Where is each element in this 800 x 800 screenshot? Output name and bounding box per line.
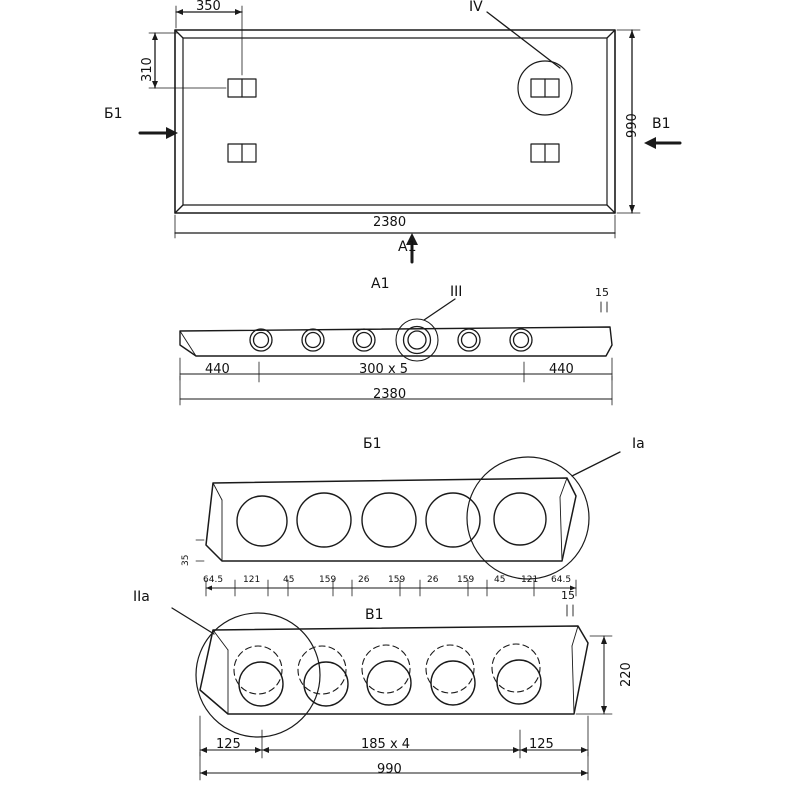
section-a1-dim-total-2380: 2380 bbox=[373, 387, 407, 402]
section-v1-dim-center: 185 х 4 bbox=[361, 737, 411, 752]
section-a1-edge-dim-15: 15 bbox=[595, 286, 609, 299]
detail-callout-iii: III bbox=[450, 284, 463, 300]
section-v1-title: В1 bbox=[365, 607, 384, 623]
section-v1-geometry bbox=[172, 605, 612, 780]
section-marker-b1-left: Б1 bbox=[104, 106, 123, 122]
chain-dim-2: 45 bbox=[283, 575, 295, 585]
section-marker-v1-right: В1 bbox=[652, 116, 671, 132]
chain-dim-5: 159 bbox=[388, 575, 406, 585]
chain-dim-9: 121 bbox=[521, 575, 539, 585]
detail-callout-iv: IV bbox=[469, 0, 483, 15]
chain-dim-8: 45 bbox=[494, 575, 506, 585]
plan-view-geometry bbox=[140, 6, 680, 262]
chain-dim-10: 64.5 bbox=[551, 575, 572, 585]
plan-dim-310: 310 bbox=[140, 57, 155, 82]
chain-dim-0: 64.5 bbox=[203, 575, 224, 585]
plan-dim-990: 990 bbox=[625, 113, 640, 138]
section-b1-thickness-35: 35 bbox=[181, 554, 191, 566]
plan-dim-2380: 2380 bbox=[373, 215, 407, 230]
chain-dim-4: 26 bbox=[358, 575, 370, 585]
detail-callout-ia: Iа bbox=[632, 436, 645, 452]
section-a1-dim-right-440: 440 bbox=[549, 362, 574, 377]
section-a1-title: А1 bbox=[371, 276, 390, 292]
detail-callout-iia: IIа bbox=[133, 589, 150, 605]
section-v1-dim-right-125: 125 bbox=[529, 737, 554, 752]
section-v1-dim-total-990: 990 bbox=[377, 762, 402, 777]
section-b1-title: Б1 bbox=[363, 436, 382, 452]
section-v1-edge-dim-15: 15 bbox=[561, 589, 575, 602]
section-a1-dim-left-440: 440 bbox=[205, 362, 230, 377]
section-a1-dim-center: 300 х 5 bbox=[359, 362, 409, 377]
chain-dim-1: 121 bbox=[243, 575, 261, 585]
section-v1-dim-220: 220 bbox=[619, 662, 634, 687]
chain-dim-3: 159 bbox=[319, 575, 337, 585]
section-v1-dim-left-125: 125 bbox=[216, 737, 241, 752]
plan-dim-350: 350 bbox=[196, 0, 221, 14]
section-marker-a1-bottom: А1 bbox=[398, 239, 417, 255]
chain-dim-7: 159 bbox=[457, 575, 475, 585]
chain-dim-6: 26 bbox=[427, 575, 439, 585]
